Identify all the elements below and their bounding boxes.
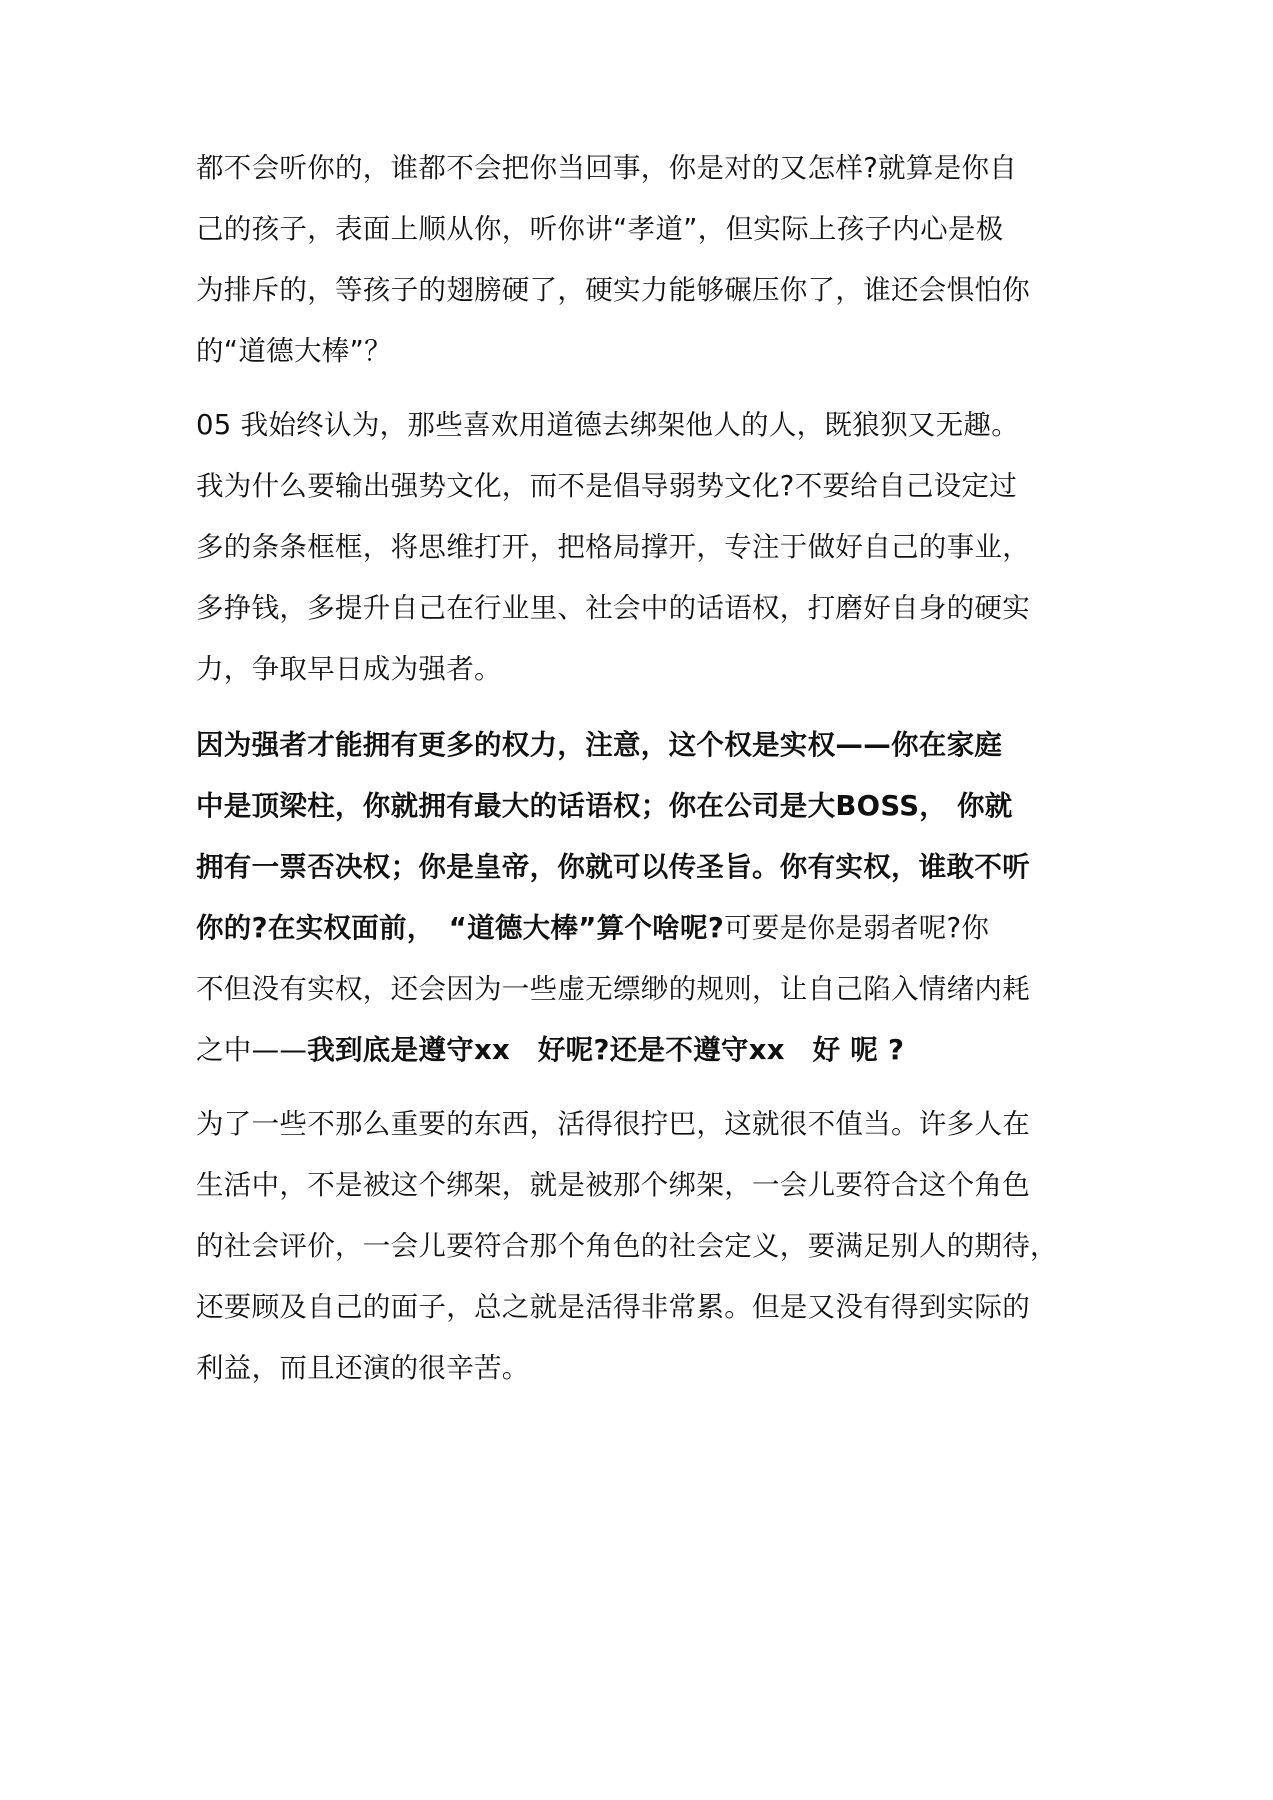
text-line xyxy=(196,211,1004,247)
text-run: 多挣钱，多提升自己在行业里、社会中的话语权，打磨好自身的硬实 xyxy=(196,592,1030,624)
text-line xyxy=(196,971,1030,1007)
text-line xyxy=(196,1289,1030,1325)
text-run: 为了一些不那么重要的东西，活得很拧巴，这就很不值当。许多人在 xyxy=(196,1108,1030,1140)
text-run: 生活中，不是被这个绑架，就是被那个绑架，一会儿要符合这个角色 xyxy=(196,1169,1030,1201)
text-line xyxy=(196,1106,1030,1142)
text-line xyxy=(196,468,1017,504)
text-run: 之中—— xyxy=(196,1034,308,1066)
bold-text-run: 我到底是遵守xx 好呢?还是不遵守xx 好 呢 ? xyxy=(307,1034,905,1066)
text-run: 的社会评价，一会儿要符合那个角色的社会定义，要满足别人的期待， xyxy=(196,1230,1058,1262)
bold-text-run: 因为强者才能拥有更多的权力，注意，这个权是实权——你在家庭 xyxy=(196,729,1003,761)
bold-text-run: 你的?在实权面前， “道德大棒”算个啥呢? xyxy=(196,912,725,944)
text-run: 力，争取早日成为强者。 xyxy=(196,653,502,685)
text-run: 的“道德大棒”？ xyxy=(196,335,392,367)
text-line xyxy=(196,727,1002,763)
text-run: 为排斥的，等孩子的翅膀硬了，硬实力能够碾压你了，谁还会惧怕你 xyxy=(196,274,1030,306)
text-run: 利益，而且还演的很辛苦。 xyxy=(196,1352,530,1384)
text-line xyxy=(196,333,392,369)
text-run: 己的孩子，表面上顺从你，听你讲“孝道”，但实际上孩子内心是极 xyxy=(196,213,1004,245)
text-line xyxy=(196,590,1030,626)
bold-text-run: 中是顶梁柱，你就拥有最大的话语权；你在公司是大BOSS， 你就 xyxy=(196,790,1013,822)
text-run: 都不会听你的，谁都不会把你当回事，你是对的又怎样?就算是你自 xyxy=(196,152,1018,184)
text-line xyxy=(196,272,1030,308)
text-line xyxy=(196,910,989,946)
text-line xyxy=(196,1167,1030,1203)
text-run: 可要是你是弱者呢?你 xyxy=(724,912,990,944)
text-line xyxy=(196,1032,904,1068)
text-run: 还要顾及自己的面子，总之就是活得非常累。但是又没有得到实际的 xyxy=(196,1291,1030,1323)
text-line xyxy=(196,407,1019,443)
text-line xyxy=(196,1350,530,1386)
text-line xyxy=(196,651,502,687)
text-run: 05 我始终认为，那些喜欢用道德去绑架他人的人，既狼狈又无趣。 xyxy=(196,409,1020,441)
text-line xyxy=(196,150,1017,186)
text-line xyxy=(196,529,1030,565)
text-run: 多的条条框框，将思维打开，把格局撑开，专注于做好自己的事业， xyxy=(196,531,1030,563)
text-run: 我为什么要输出强势文化，而不是倡导弱势文化?不要给自己设定过 xyxy=(196,470,1018,502)
text-line xyxy=(196,1228,1058,1264)
bold-text-run: 拥有一票否决权；你是皇帝，你就可以传圣旨。你有实权，谁敢不听 xyxy=(196,851,1030,883)
text-run: 不但没有实权，还会因为一些虚无缥缈的规则，让自己陷入情绪内耗 xyxy=(196,973,1030,1005)
text-line xyxy=(196,849,1030,885)
text-line xyxy=(196,788,1013,824)
